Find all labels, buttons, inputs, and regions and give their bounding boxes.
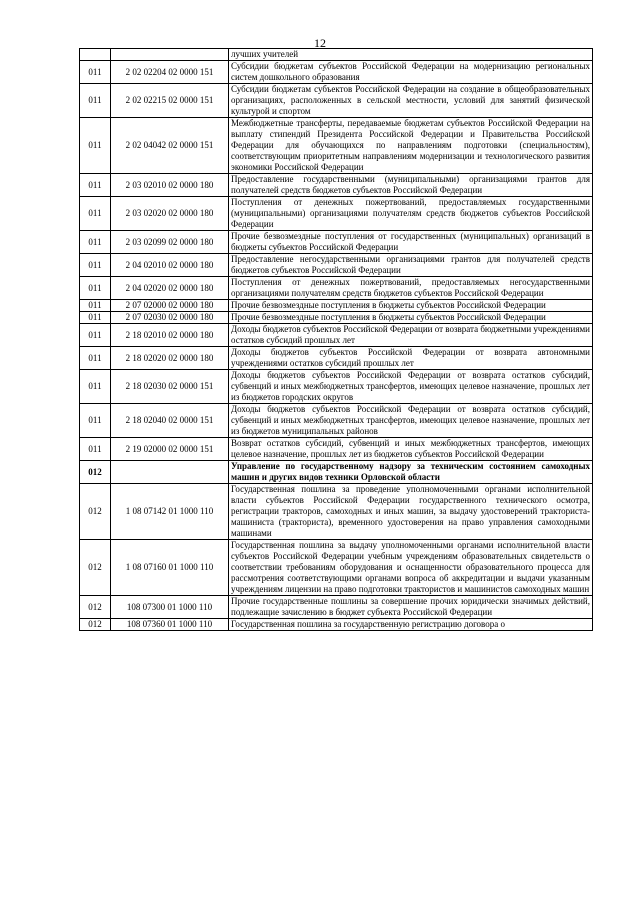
admin-code-cell: 011 <box>80 438 111 461</box>
revenue-name-cell: Предоставление негосударственными организациями грантов для получателей средств бюджетов субъектов Российской Федерации <box>229 254 593 277</box>
revenue-name-cell: Государственная пошлина за государственную регистрацию договора о <box>229 619 593 631</box>
budget-code-cell: 2 18 02010 02 0000 180 <box>111 324 229 347</box>
budget-code-cell: 2 07 02000 02 0000 180 <box>111 300 229 312</box>
budget-code-cell: 2 18 02040 02 0000 151 <box>111 404 229 438</box>
table-row <box>80 404 593 438</box>
revenue-name-cell: Государственная пошлина за выдачу уполномоченными органами исполнительной власти субъектов Российской Федерации учебным учреждениям образовательных свидетельств о соответствии требованиям оборудования и оснащенности образовательного процесса для рассмотрения соответствующими органами вопроса об аккредитации и выдачи указанным учреждениям лицензии на право подготовки трактористов и машинистов самоходных машин <box>229 540 593 596</box>
admin-code-cell: 012 <box>80 540 111 596</box>
revenue-name-cell: Доходы бюджетов субъектов Российской Федерации от возврата остатков субсидий, субвенций и иных межбюджетных трансфертов, имеющих целевое назначение, прошлых лет из бюджетов муниципальных районов <box>229 404 593 438</box>
table-row <box>80 438 593 461</box>
revenue-name-cell: Предоставление государственными (муниципальными) организациями грантов для получателей средств бюджетов субъектов Российской Федерации <box>229 174 593 197</box>
table-row <box>80 231 593 254</box>
admin-code-cell: 011 <box>80 197 111 231</box>
admin-code-cell: 011 <box>80 370 111 404</box>
table-row <box>80 619 593 631</box>
revenue-name-cell: Поступления от денежных пожертвований, предоставляемых негосударственными организациями получателям средств бюджетов субъектов Российской Федерации <box>229 277 593 300</box>
admin-code-cell: 011 <box>80 174 111 197</box>
admin-code-cell: 012 <box>80 461 111 484</box>
budget-code-cell: 2 02 04042 02 0000 151 <box>111 118 229 174</box>
budget-code-cell: 2 03 02020 02 0000 180 <box>111 197 229 231</box>
budget-code-cell: 108 07300 01 1000 110 <box>111 596 229 619</box>
admin-code-cell: 012 <box>80 484 111 540</box>
revenue-name-cell: Доходы бюджетов субъектов Российской Федерации от возврата бюджетными учреждениями остатков субсидий прошлых лет <box>229 324 593 347</box>
revenue-name-cell: Доходы бюджетов субъектов Российской Федерации от возврата автономными учреждениями остатков субсидий прошлых лет <box>229 347 593 370</box>
admin-code-cell: 011 <box>80 118 111 174</box>
admin-code-cell: 011 <box>80 347 111 370</box>
table-row <box>80 370 593 404</box>
admin-code-cell: 011 <box>80 61 111 84</box>
budget-code-cell: 2 18 02020 02 0000 180 <box>111 347 229 370</box>
revenue-name-cell: Управление по государственному надзору за техническим состоянием самоходных машин и других видов техники Орловской области <box>229 461 593 484</box>
table-row <box>80 596 593 619</box>
admin-code-cell: 011 <box>80 277 111 300</box>
admin-code-cell: 011 <box>80 84 111 118</box>
admin-code-cell: 012 <box>80 596 111 619</box>
admin-code-cell: 011 <box>80 300 111 312</box>
table-row <box>80 540 593 596</box>
budget-code-cell: 2 07 02030 02 0000 180 <box>111 312 229 324</box>
admin-code-cell: 012 <box>80 619 111 631</box>
budget-code-cell: 2 02 02204 02 0000 151 <box>111 61 229 84</box>
revenue-name-cell: лучших учителей <box>229 49 593 61</box>
revenue-name-cell: Доходы бюджетов субъектов Российской Федерации от возврата остатков субсидий, субвенций и иных межбюджетных трансфертов, имеющих целевое назначение, прошлых лет из бюджетов городских округов <box>229 370 593 404</box>
budget-code-cell: 2 02 02215 02 0000 151 <box>111 84 229 118</box>
budget-code-cell: 2 18 02030 02 0000 151 <box>111 370 229 404</box>
table-row <box>80 277 593 300</box>
budget-code-cell: 1 08 07142 01 1000 110 <box>111 484 229 540</box>
table-row <box>80 84 593 118</box>
revenue-name-cell: Государственная пошлина за проведение уполномоченными органами исполнительной власти субъектов Российской Федерации государственного технического осмотра, регистрации тракторов, самоходных и иных машин, за выдачу удостоверений тракториста-машиниста (тракториста), временного удостоверения на право управления самоходными машинами <box>229 484 593 540</box>
revenue-name-cell: Межбюджетные трансферты, передаваемые бюджетам субъектов Российской Федерации на выплату стипендий Президента Российской Федерации и Правительства Российской Федерации для обучающихся по направлениям подготовки (специальностям), соответствующим приоритетным направлениям модернизации и технологического развития экономики Российской Федерации <box>229 118 593 174</box>
budget-code-cell <box>111 49 229 61</box>
table-row <box>80 61 593 84</box>
table-row <box>80 324 593 347</box>
budget-code-cell: 2 04 02010 02 0000 180 <box>111 254 229 277</box>
revenue-name-cell: Прочие государственные пошлины за совершение прочих юридически значимых действий, подлежащие зачислению в бюджет субъекта Российской Федерации <box>229 596 593 619</box>
budget-code-cell: 2 04 02020 02 0000 180 <box>111 277 229 300</box>
table-row <box>80 49 593 61</box>
table-row <box>80 484 593 540</box>
revenue-name-cell: Прочие безвозмездные поступления от государственных (муниципальных) организаций в бюджеты субъектов Российской Федерации <box>229 231 593 254</box>
table-row <box>80 197 593 231</box>
admin-code-cell: 011 <box>80 324 111 347</box>
budget-code-cell: 108 07360 01 1000 110 <box>111 619 229 631</box>
budget-code-cell <box>111 461 229 484</box>
budget-code-cell: 2 03 02010 02 0000 180 <box>111 174 229 197</box>
table-row <box>80 312 593 324</box>
admin-code-cell: 011 <box>80 404 111 438</box>
admin-code-cell: 011 <box>80 254 111 277</box>
page-number: 12 <box>314 36 326 50</box>
budget-revenue-table <box>79 48 593 631</box>
revenue-name-cell: Прочие безвозмездные поступления в бюджеты субъектов Российской Федерации <box>229 312 593 324</box>
budget-code-cell: 1 08 07160 01 1000 110 <box>111 540 229 596</box>
revenue-name-cell: Субсидии бюджетам субъектов Российской Федерации на создание в общеобразовательных организациях, расположенных в сельской местности, условий для занятий физической культурой и спортом <box>229 84 593 118</box>
revenue-name-cell: Субсидии бюджетам субъектов Российской Федерации на модернизацию региональных систем дошкольного образования <box>229 61 593 84</box>
table-row <box>80 118 593 174</box>
table-row <box>80 300 593 312</box>
revenue-name-cell: Поступления от денежных пожертвований, предоставляемых государственными (муниципальными) организациями получателям средств бюджетов субъектов Российской Федерации <box>229 197 593 231</box>
table-row <box>80 174 593 197</box>
admin-code-cell: 011 <box>80 231 111 254</box>
table-row <box>80 461 593 484</box>
revenue-name-cell: Возврат остатков субсидий, субвенций и иных межбюджетных трансфертов, имеющих целевое назначение, прошлых лет из бюджетов субъектов Российской Федерации <box>229 438 593 461</box>
admin-code-cell: 011 <box>80 312 111 324</box>
revenue-name-cell: Прочие безвозмездные поступления в бюджеты субъектов Российской Федерации <box>229 300 593 312</box>
budget-code-cell: 2 03 02099 02 0000 180 <box>111 231 229 254</box>
admin-code-cell <box>80 49 111 61</box>
table-row <box>80 347 593 370</box>
table-row <box>80 254 593 277</box>
budget-code-cell: 2 19 02000 02 0000 151 <box>111 438 229 461</box>
